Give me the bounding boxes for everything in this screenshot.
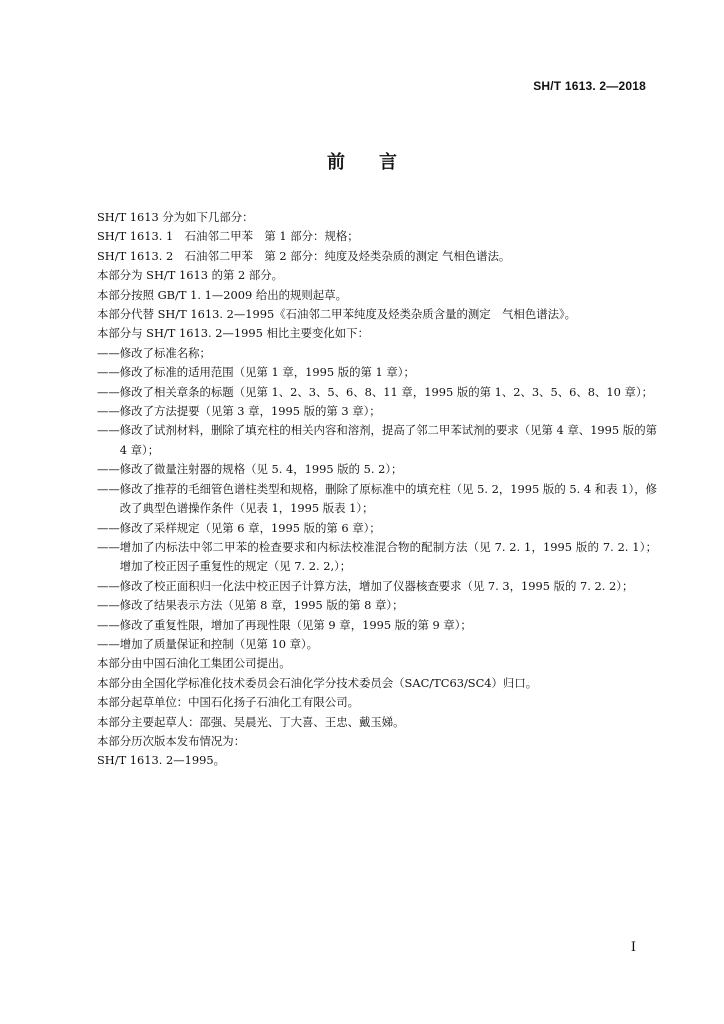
intro-paragraphs <box>97 208 657 344</box>
list-item <box>97 519 657 538</box>
paragraph: 本部分由中国石油化工集团公司提出。 <box>97 656 291 671</box>
list-item-text: 修改了结果表示方法（见第 8 章，1995 版的第 8 章）； <box>119 598 404 613</box>
closing-paragraphs <box>97 654 657 770</box>
dash-marker: —— <box>97 481 120 496</box>
paragraph: SH/T 1613 分为如下几部分： <box>97 210 254 224</box>
paragraph: 本部分按照 GB/T 1. 1—2009 给出的规则起草。 <box>97 287 347 302</box>
changes-list <box>97 344 657 655</box>
paragraph: SH/T 1613. 1 石油邻二甲苯 第 1 部分：规格； <box>97 229 359 244</box>
dash-marker: —— <box>97 384 120 399</box>
list-item-text: 增加了内标法中邻二甲苯的检查要求和内标法校准混合物的配制方法（见 7. 2. 1，1995 版的 7. 2. 1）；增加了校正因子重复性的规定（见 7. 2. 2,）； <box>119 539 657 574</box>
page-number: I <box>630 940 636 955</box>
foreword-body <box>97 208 657 771</box>
list-item <box>97 421 657 460</box>
list-item <box>97 402 657 421</box>
list-item <box>97 538 657 577</box>
dash-marker: —— <box>97 539 120 554</box>
dash-marker: —— <box>97 578 120 593</box>
paragraph: 本部分代替 SH/T 1613. 2—1995《石油邻二甲苯纯度及烃类杂质含量的测定 气相色谱法》。 <box>97 307 577 322</box>
dash-marker: —— <box>97 598 120 613</box>
paragraph: 本部分为 SH/T 1613 的第 2 部分。 <box>97 268 284 283</box>
list-item <box>97 616 657 635</box>
dash-marker: —— <box>97 462 120 477</box>
list-item <box>97 363 657 382</box>
paragraph: 本部分历次版本发布情况为： <box>97 733 246 748</box>
list-item-text: 修改了相关章条的标题（见第 1、2、3、5、6、8、11 章，1995 版的第 1、2、3、5、6、8、10 章）； <box>119 384 654 399</box>
list-item-text: 修改了方法提要（见第 3 章，1995 版的第 3 章）； <box>119 404 381 419</box>
list-item-text: 修改了标准的适用范围（见第 1 章，1995 版的第 1 章）； <box>119 365 415 380</box>
page-title: 前言 <box>327 152 431 173</box>
list-item-text: 修改了推荐的毛细管色谱柱类型和规格，删除了原标准中的填充柱（见 5. 2，1995 版的 5. 4 和表 1），修改了典型色谱操作条件（见表 1，1995 版表 1）； <box>119 481 657 516</box>
list-item-text: 增加了质量保证和控制（见第 10 章）。 <box>119 636 319 651</box>
list-item <box>97 480 657 519</box>
list-item <box>97 635 657 654</box>
list-item-text: 修改了微量注射器的规格（见 5. 4，1995 版的 5. 2）； <box>119 462 403 477</box>
list-item <box>97 460 657 479</box>
dash-marker: —— <box>97 423 120 438</box>
list-item-text: 修改了采样规定（见第 6 章，1995 版的第 6 章）； <box>119 520 381 535</box>
paragraph: SH/T 1613. 2 石油邻二甲苯 第 2 部分：纯度及烃类杂质的测定 气相色谱法。 <box>97 248 511 263</box>
list-item-text: 修改了标准名称； <box>119 345 211 360</box>
paragraph: SH/T 1613. 2—1995。 <box>97 753 226 768</box>
list-item <box>97 577 657 596</box>
list-item <box>97 383 657 402</box>
paragraph: 本部分主要起草人：邵强、吴晨光、丁大喜、王忠、戴玉娣。 <box>97 714 405 729</box>
list-item-text: 修改了重复性限，增加了再现性限（见第 9 章，1995 版的第 9 章）； <box>119 617 472 632</box>
dash-marker: —— <box>97 404 120 419</box>
standard-number: SH/T 1613. 2—2018 <box>533 79 646 93</box>
list-item-text: 修改了试剂材料，删除了填充柱的相关内容和溶剂，提高了邻二甲苯试剂的要求（见第 4 章、1995 版的第 4 章）； <box>119 423 657 457</box>
dash-marker: —— <box>97 617 120 632</box>
list-item <box>97 344 657 363</box>
dash-marker: —— <box>97 636 120 651</box>
paragraph: 本部分由全国化学标准化技术委员会石油化学分技术委员会（SAC/TC63/SC4）归口。 <box>97 675 538 690</box>
dash-marker: —— <box>97 365 120 380</box>
dash-marker: —— <box>97 520 120 535</box>
paragraph: 本部分与 SH/T 1613. 2—1995 相比主要变化如下： <box>97 326 369 341</box>
list-item-text: 修改了校正面积归一化法中校正因子计算方法，增加了仪器核查要求（见 7. 3，1995 版的 7. 2. 2）； <box>119 578 634 593</box>
list-item <box>97 596 657 615</box>
dash-marker: —— <box>97 345 120 360</box>
paragraph: 本部分起草单位：中国石化扬子石油化工有限公司。 <box>97 695 359 710</box>
